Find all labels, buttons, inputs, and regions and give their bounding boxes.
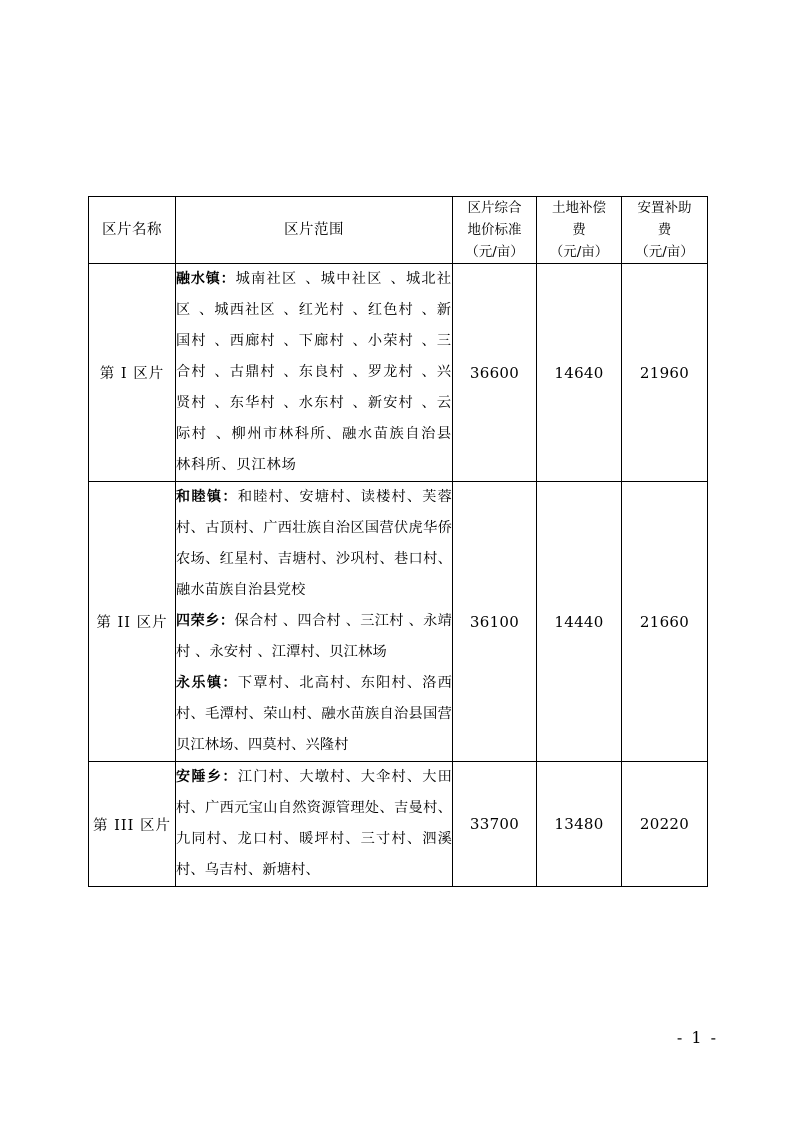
column-header-line: （元/亩）	[549, 244, 609, 260]
table-body	[89, 264, 708, 887]
township-label: 四荣乡：	[176, 613, 235, 629]
resettlement-subsidy-cell: 21660	[622, 482, 708, 762]
column-header-land-compensation	[537, 197, 622, 264]
column-header-line: 区片名称	[102, 222, 162, 238]
column-header-line: 费	[657, 222, 672, 238]
zone-range-paragraph	[176, 606, 452, 668]
column-header-line: （元/亩）	[635, 244, 694, 260]
table-row	[89, 482, 708, 762]
resettlement-subsidy-cell: 20220	[622, 762, 708, 887]
column-header-line: 地价标准	[467, 222, 522, 238]
column-header-resettlement-subsidy	[622, 197, 708, 264]
column-header-line: 区片范围	[284, 222, 344, 238]
zone-name-cell: 第 III 区片	[89, 762, 176, 887]
table-header	[89, 197, 708, 264]
zone-name-cell: 第 II 区片	[89, 482, 176, 762]
land-compensation-cell: 14440	[537, 482, 622, 762]
zone-range-paragraph	[176, 482, 452, 606]
page-number: - 1 -	[676, 1028, 718, 1047]
land-price-zone-table	[88, 196, 708, 887]
table-row	[89, 762, 708, 887]
zone-range-paragraph	[176, 668, 452, 761]
column-header-line: 区片综合	[467, 200, 522, 216]
table-row	[89, 264, 708, 482]
zone-range-cell	[176, 264, 453, 482]
township-label: 安陲乡：	[176, 769, 238, 785]
comprehensive-price-cell: 36600	[453, 264, 537, 482]
column-header-comprehensive-price	[453, 197, 537, 264]
column-header-line: 安置补助	[637, 200, 692, 216]
township-label: 永乐镇：	[176, 675, 238, 691]
zone-range-cell	[176, 482, 453, 762]
resettlement-subsidy-cell: 21960	[622, 264, 708, 482]
zone-range-cell	[176, 762, 453, 887]
column-header-line: （元/亩）	[465, 244, 524, 260]
zone-name-cell: 第 I 区片	[89, 264, 176, 482]
zone-range-paragraph	[176, 762, 452, 886]
column-header-line: 费	[572, 222, 586, 238]
village-list: 和睦村、安塘村、读楼村、芙蓉村、古顶村、广西壮族自治区国营伏虎华侨农场、红星村、吉塘村、沙巩村、巷口村、融水苗族自治县党校	[176, 489, 452, 598]
township-label: 和睦镇：	[176, 489, 238, 505]
village-list: 江门村、大墩村、大伞村、大田村、广西元宝山自然资源管理处、吉曼村、九同村、龙口村、暖坪村、三寸村、泗溪村、乌吉村、新塘村、	[176, 769, 452, 878]
zone-range-paragraph	[176, 264, 452, 481]
land-compensation-cell: 14640	[537, 264, 622, 482]
column-header-zone-range	[176, 197, 453, 264]
land-compensation-cell: 13480	[537, 762, 622, 887]
column-header-line: 土地补偿	[552, 200, 606, 216]
village-list: 城南社区 、城中社区 、城北社区 、城西社区 、红光村 、红色村 、新国村 、西廊村 、下廊村 、小荣村 、三合村 、古鼎村 、东良村 、罗龙村 、兴贤村 、东华村 、水东村 、新安村 、云际村 、柳州市林科所、融水苗族自治县林科所、贝江林场	[176, 271, 452, 473]
table-header-row	[89, 197, 708, 264]
column-header-zone-name	[89, 197, 176, 264]
township-label: 融水镇：	[176, 271, 236, 287]
village-list: 下覃村、北高村、东阳村、洛西村、毛潭村、荣山村、融水苗族自治县国营贝江林场、四莫村、兴隆村	[176, 675, 452, 753]
comprehensive-price-cell: 36100	[453, 482, 537, 762]
comprehensive-price-cell: 33700	[453, 762, 537, 887]
village-list: 保合村 、四合村 、三江村 、永靖村 、永安村 、江潭村、贝江林场	[176, 613, 453, 660]
